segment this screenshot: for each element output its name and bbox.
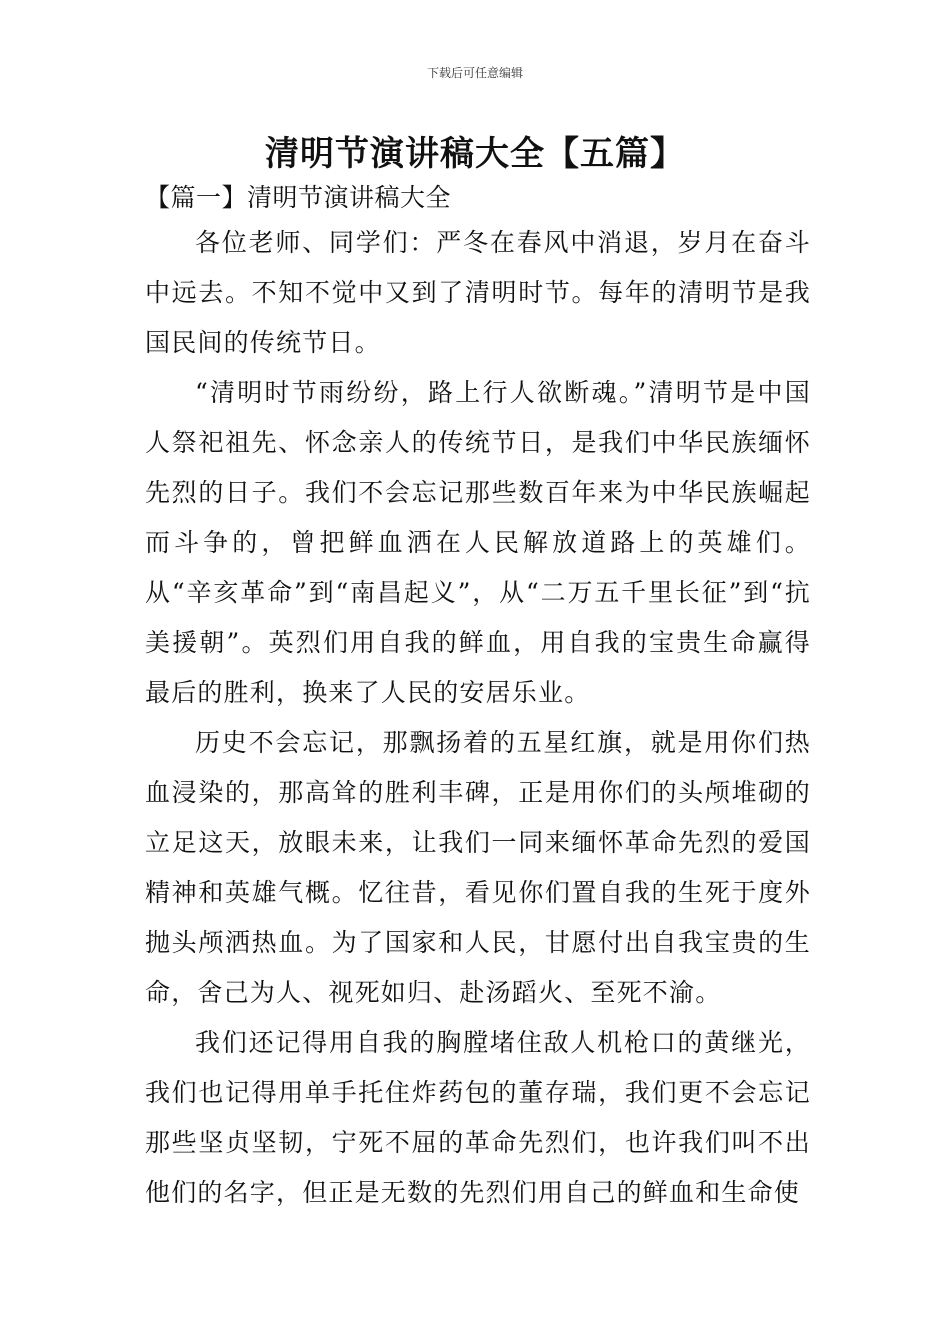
section-heading: 【篇一】清明节演讲稿大全	[145, 183, 452, 212]
paragraph-2: “清明时节雨纷纷，路上行人欲断魂。”清明节是中国人祭祀祖先、怀念亲人的传统节日，是我们中华民族缅怀先烈的日子。我们不会忘记那些数百年来为中华民族崛起而斗争的，曾把鲜血洒在人民解放道路上的英雄们。从“辛亥革命”到“南昌起义”，从“二万五千里长征”到“抗美援朝”。英烈们用自我的鲜血，用自我的宝贵生命赢得最后的胜利，换来了人民的安居乐业。	[145, 378, 811, 707]
paragraph-1: 各位老师、同学们：严冬在春风中消退，岁月在奋斗中远去。不知不觉中又到了清明时节。每年的清明节是我国民间的传统节日。	[145, 228, 811, 357]
header-note: 下载后可任意编辑	[426, 66, 523, 80]
paragraph-4: 我们还记得用自我的胸膛堵住敌人机枪口的黄继光，我们也记得用单手托住炸药包的董存瑞，我们更不会忘记那些坚贞坚韧，宁死不屈的革命先烈们，也许我们叫不出他们的名字，但正是无数的先烈们用自己的鲜血和生命使	[145, 1028, 811, 1207]
document-body	[145, 178, 811, 1218]
document-title: 清明节演讲稿大全【五篇】	[265, 134, 685, 174]
paragraph-3: 历史不会忘记，那飘扬着的五星红旗，就是用你们热血浸染的，那高耸的胜利丰碑，正是用你们的头颅堆砌的立足这天，放眼未来，让我们一同来缅怀革命先烈的爱国精神和英雄气概。忆往昔，看见你们置自我的生死于度外抛头颅洒热血。为了国家和人民，甘愿付出自我宝贵的生命，舍己为人、视死如归、赴汤蹈火、至死不渝。	[145, 728, 811, 1007]
